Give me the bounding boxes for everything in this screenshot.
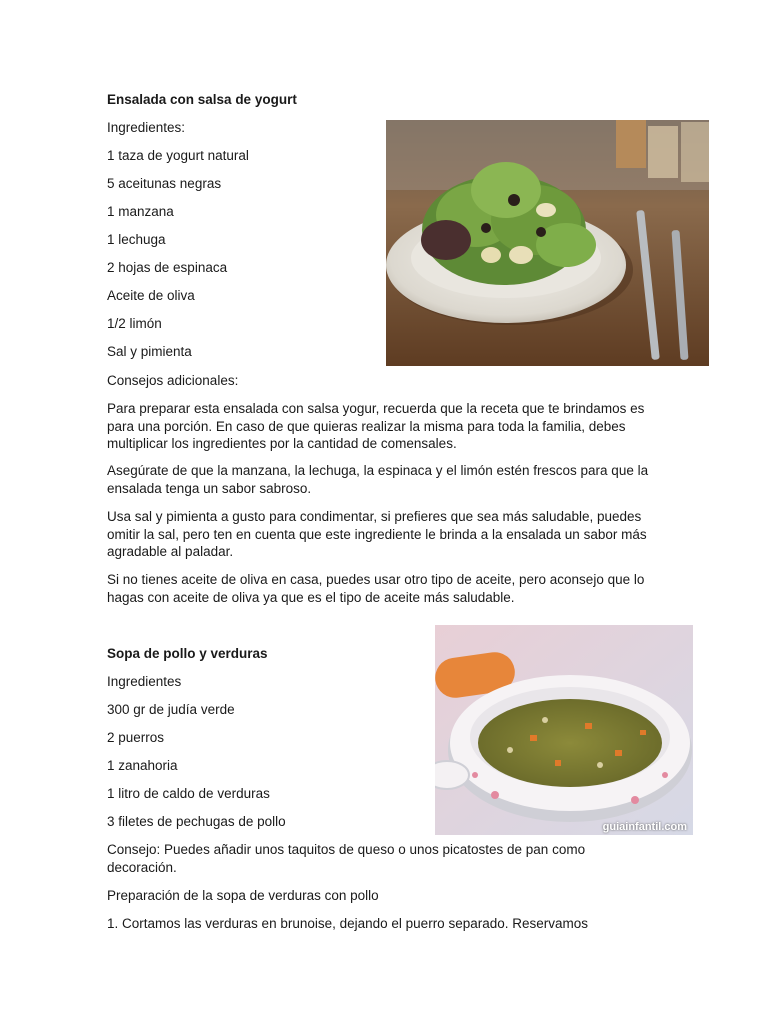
- recipe1-paragraph: Si no tienes aceite de oliva en casa, puedes usar otro tipo de aceite, pero aconsejo que lo hagas con aceite de oliva ya que es el tipo de aceite más saludable.: [107, 572, 645, 605]
- ingredient-item: 1 litro de caldo de verduras: [107, 786, 270, 801]
- recipe2-step: 1. Cortamos las verduras en brunoise, dejando el puerro separado. Reservamos: [107, 916, 589, 931]
- salad-photo: [386, 120, 709, 366]
- ingredient-item: 300 gr de judía verde: [107, 702, 235, 717]
- recipe2-title: Sopa de pollo y verduras: [107, 646, 268, 661]
- ingredient-item: 1/2 limón: [107, 316, 162, 331]
- recipe1-paragraph: Usa sal y pimienta a gusto para condimentar, si prefieres que sea más saludable, puedes omitir la sal, pero ten en cuenta que este ingrediente le brinda a la ensalada un sabor más agradable al paladar.: [107, 509, 647, 559]
- ingredient-item: 3 filetes de pechugas de pollo: [107, 814, 286, 829]
- recipe1-paragraph: Para preparar esta ensalada con salsa yogur, recuerda que la receta que te brindamos es para una porción. En caso de que quieras realizar la misma para toda la familia, debes multiplicar los ingredientes por la cantidad de comensales.: [107, 401, 645, 451]
- soup-photo: [435, 625, 693, 835]
- recipe2-ingredients-heading: Ingredientes: [107, 674, 182, 689]
- recipe1-tips-heading: Consejos adicionales:: [107, 373, 239, 388]
- ingredient-item: Sal y pimienta: [107, 344, 192, 359]
- recipe1-ingredients-heading: Ingredientes:: [107, 120, 186, 135]
- ingredient-item: 5 aceitunas negras: [107, 176, 222, 191]
- ingredient-item: 2 puerros: [107, 730, 165, 745]
- recipe2-prep-heading: Preparación de la sopa de verduras con pollo: [107, 888, 379, 903]
- recipe1-title: Ensalada con salsa de yogurt: [107, 92, 297, 107]
- ingredient-item: 1 manzana: [107, 204, 174, 219]
- recipe1-paragraph: Asegúrate de que la manzana, la lechuga, la espinaca y el limón estén frescos para que la ensalada tenga un sabor sabroso.: [107, 463, 649, 496]
- ingredient-item: 1 lechuga: [107, 232, 166, 247]
- ingredient-item: 1 zanahoria: [107, 758, 178, 773]
- ingredient-item: 2 hojas de espinaca: [107, 260, 228, 275]
- image-watermark: guiainfantil.com: [602, 821, 687, 833]
- recipe2-tip: Consejo: Puedes añadir unos taquitos de queso o unos picatostes de pan como decoración.: [107, 842, 586, 875]
- ingredient-item: Aceite de oliva: [107, 288, 195, 303]
- ingredient-item: 1 taza de yogurt natural: [107, 148, 249, 163]
